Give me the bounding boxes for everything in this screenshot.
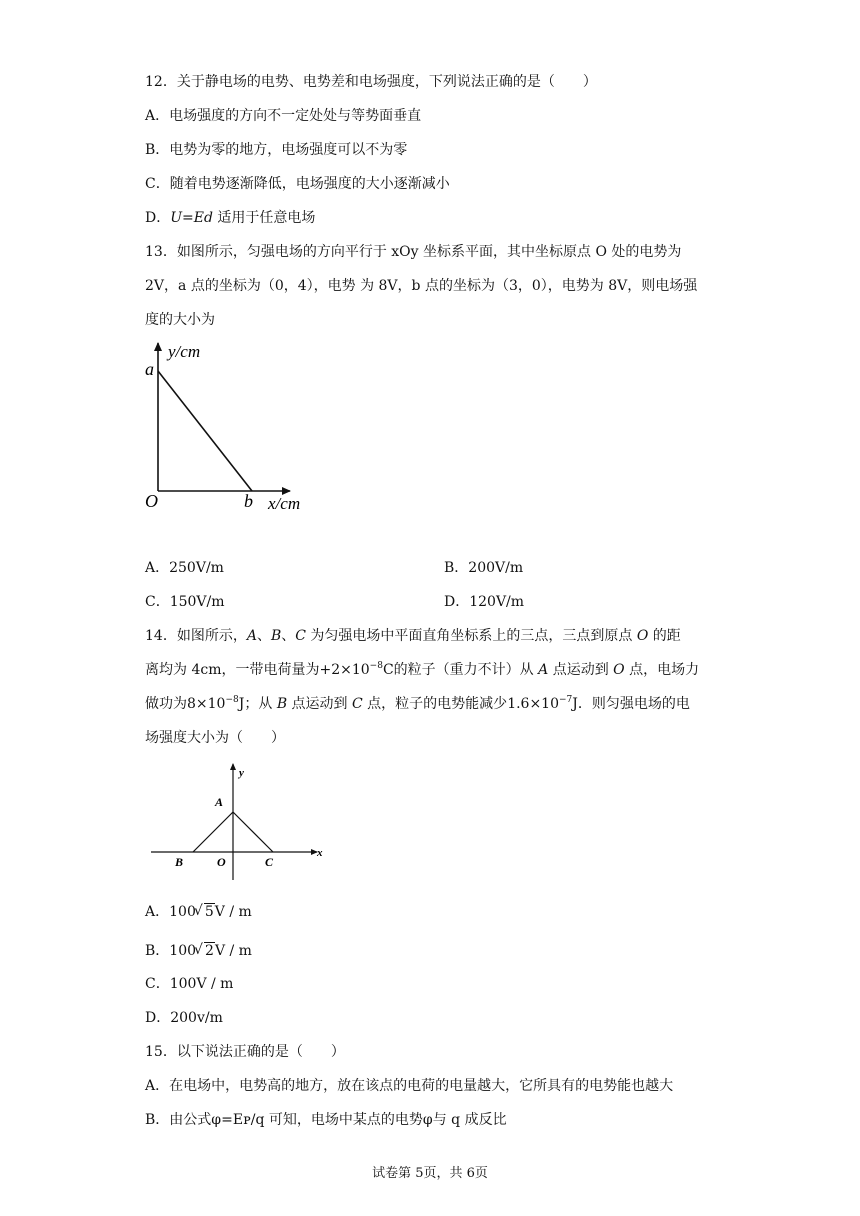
- point-c-label: C: [265, 855, 274, 869]
- q13-option-d: D．120V/m: [444, 594, 525, 610]
- q13-stem-line1: 13．如图所示，匀强电场的方向平行于 xOy 坐标系平面，其中坐标原点 O 处的电势为: [145, 244, 682, 260]
- q14-option-b: B．100√ 2V / m: [145, 941, 252, 961]
- origin-label: O: [145, 491, 158, 511]
- point-b-label: B: [175, 855, 184, 869]
- q13-stem-line3: 度的大小为: [145, 312, 215, 328]
- q14-stem-line2: 离均为 4cm，一带电荷量为$+2\times 10^{-8}C$的粒子（重力不计）从 A 点运动到 O 点，电场力: [145, 661, 700, 678]
- q14-stem-line1: 14．如图所示，A、B、C 为匀强电场中平面直角坐标系上的三点，三点到原点 O 的距: [145, 628, 681, 644]
- q15-option-a: A．在电场中，电势高的地方，放在该点的电荷的电量越大，它所具有的电势能也越大: [145, 1078, 674, 1094]
- q15-option-b: B．由公式φ=Eᴘ/q 可知，电场中某点的电势φ与 q 成反比: [145, 1112, 507, 1128]
- segment-ab: [158, 371, 252, 491]
- point-o-label: O: [217, 855, 226, 869]
- q14-option-c: C．100V / m: [145, 976, 234, 992]
- y-axis-label: y: [239, 767, 244, 779]
- q12-option-a: A．电场强度的方向不一定处处与等势面垂直: [145, 108, 422, 124]
- q15-stem: 15．以下说法正确的是（ ）: [145, 1044, 345, 1060]
- q13-option-c: C．150V/m: [145, 594, 225, 610]
- point-a-label: a: [145, 359, 154, 379]
- q13-option-a: A．250V/m: [145, 560, 224, 576]
- q14-option-d: D．200v/m: [145, 1010, 223, 1026]
- q13-option-b: B．200V/m: [444, 560, 524, 576]
- q13-figure: [140, 335, 330, 520]
- x-axis-label: x/cm: [268, 494, 301, 513]
- q14-option-a: A．100√ 5V / m: [145, 902, 252, 922]
- q12-stem: 12．关于静电场的电势、电势差和电场强度，下列说法正确的是（ ）: [145, 74, 597, 90]
- segment-ac: [233, 812, 273, 852]
- point-b-label: b: [244, 491, 253, 511]
- segment-ba: [193, 812, 233, 852]
- sqrt-symbol: √ 2: [196, 941, 215, 961]
- x-axis-label: x: [317, 847, 323, 859]
- q12-option-c: C．随着电势逐渐降低，电场强度的大小逐渐减小: [145, 176, 450, 192]
- y-axis-label: y/cm: [168, 342, 201, 361]
- q14-figure: [145, 758, 335, 886]
- q14-stem-line3: 做功为$8\times 10^{-8}J$；从 B 点运动到 C 点，粒子的电势能减少$1.6\times 10^{-7}J$．则匀强电场的电: [145, 695, 690, 712]
- sqrt-symbol: √ 5: [196, 902, 215, 922]
- q12-option-b: B．电势为零的地方，电场强度可以不为零: [145, 142, 408, 158]
- q12-option-d: D．U=Ed 适用于任意电场: [145, 210, 316, 226]
- point-a-label: A: [215, 795, 224, 809]
- q14-stem-line4: 场强度大小为（ ）: [145, 730, 285, 746]
- q13-stem-line2: 2V，a 点的坐标为（0，4），电势 为 8V，b 点的坐标为（3，0），电势为 8V，则电场强: [145, 278, 698, 294]
- page-footer: 试卷第 5页，共 6页: [372, 1166, 488, 1181]
